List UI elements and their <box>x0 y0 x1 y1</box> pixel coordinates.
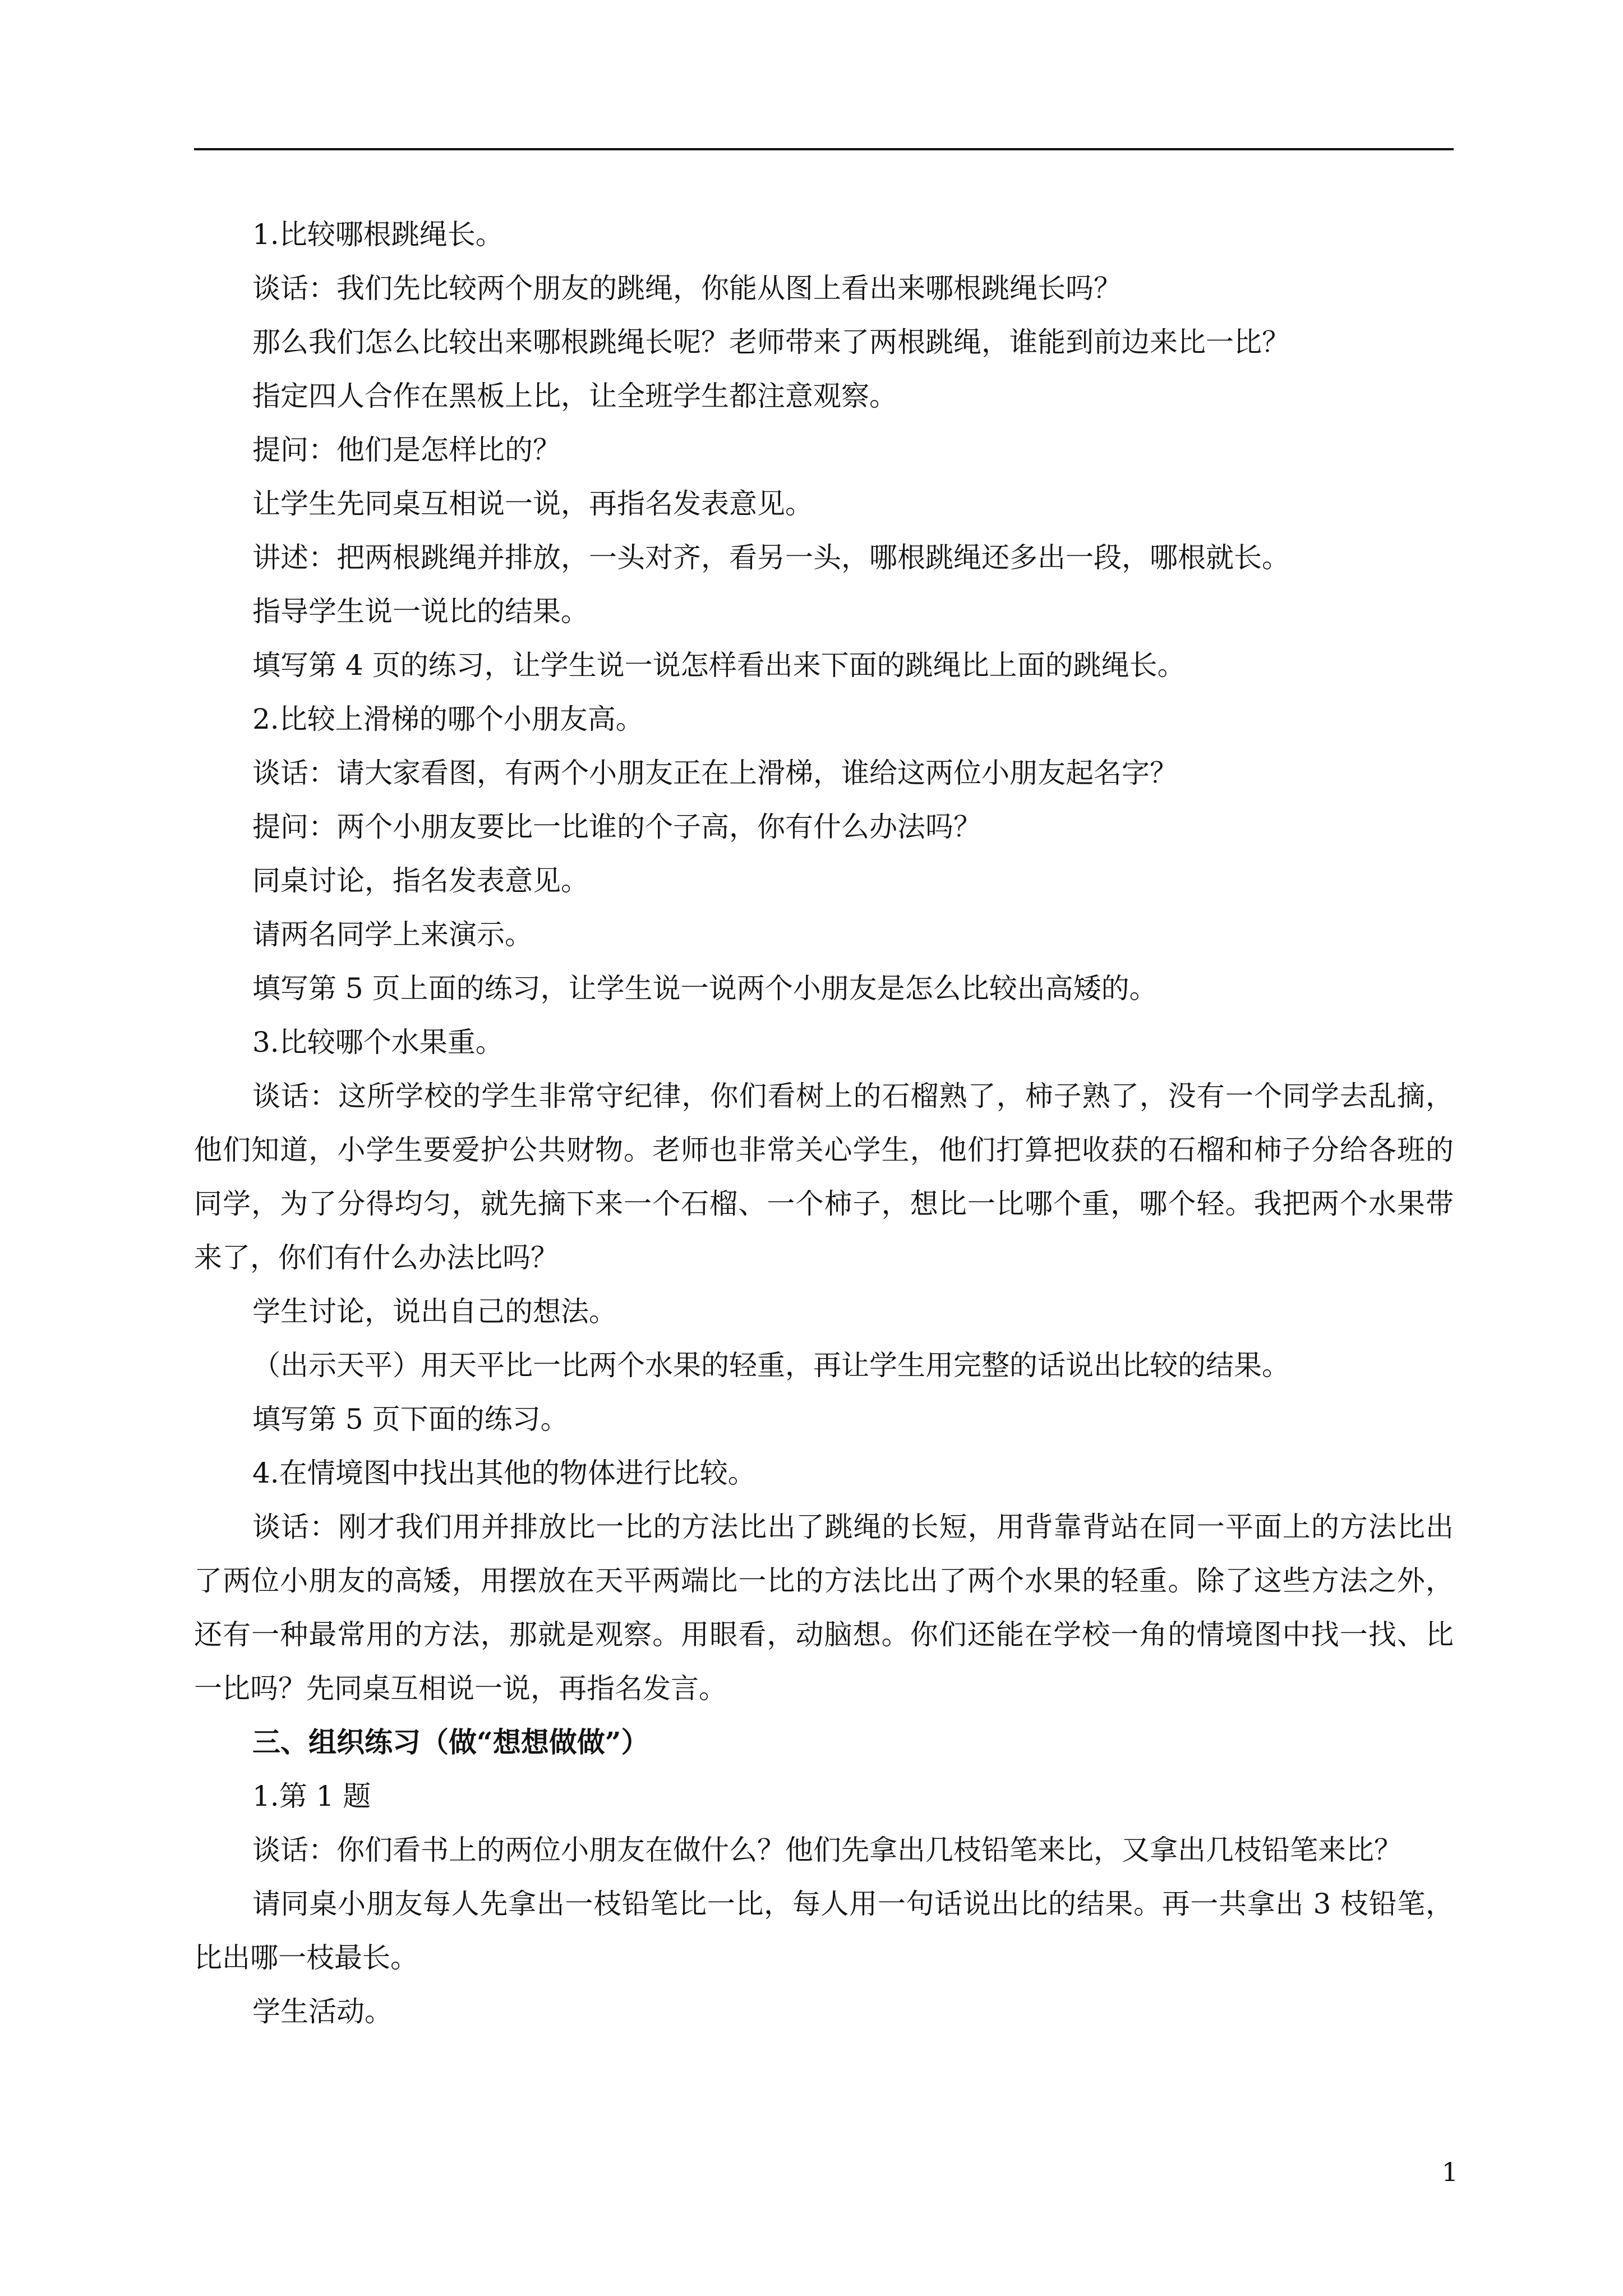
paragraph: 指定四人合作在黑板上比，让全班学生都注意观察。 <box>252 380 897 412</box>
paragraph: 指导学生说一说比的结果。 <box>252 595 589 628</box>
paragraph: 4.在情境图中找出其他的物体进行比较。 <box>252 1457 756 1489</box>
paragraph: 同桌讨论，指名发表意见。 <box>252 864 589 897</box>
paragraph: 2.比较上滑梯的哪个小朋友高。 <box>252 703 644 735</box>
paragraph: 1.比较哪根跳绳长。 <box>252 218 504 251</box>
paragraph: 填写第 4 页的练习，让学生说一说怎样看出来下面的跳绳比上面的跳绳长。 <box>252 649 1186 682</box>
paragraph: 讲述：把两根跳绳并排放，一头对齐，看另一头，哪根跳绳还多出一段，哪根就长。 <box>252 541 1290 574</box>
section-heading: 三、组织练习（做“想想做做”） <box>252 1726 649 1759</box>
paragraph: 提问：两个小朋友要比一比谁的个子高，你有什么办法吗？ <box>252 811 981 843</box>
paragraph: 请两名同学上来演示。 <box>252 918 533 951</box>
paragraph: 谈话：请大家看图，有两个小朋友正在上滑梯，谁给这两位小朋友起名字？ <box>252 757 1178 789</box>
paragraph: 让学生先同桌互相说一说，再指名发表意见。 <box>252 487 813 520</box>
paragraph: 学生活动。 <box>252 1995 393 2028</box>
paragraph: 请同桌小朋友每人先拿出一枝铅笔比一比，每人用一句话说出比的结果。再一共拿出 3 枝铅笔，比出哪一枝最长。 <box>194 1888 1454 1974</box>
paragraph: 1.第 1 题 <box>252 1780 371 1812</box>
paragraph: 填写第 5 页上面的练习，让学生说一说两个小朋友是怎么比较出高矮的。 <box>252 972 1158 1005</box>
paragraph: 谈话：我们先比较两个朋友的跳绳，你能从图上看出来哪根跳绳长吗？ <box>252 272 1122 305</box>
header-rule <box>194 148 1454 150</box>
paragraph: （出示天平）用天平比一比两个水果的轻重，再让学生用完整的话说出比较的结果。 <box>252 1349 1290 1382</box>
paragraph: 谈话：刚才我们用并排放比一比的方法比出了跳绳的长短，用背靠背站在同一平面上的方法比出了两位小朋友的高矮，用摆放在天平两端比一比的方法比出了两个水果的轻重。除了这些方法之外，还有一种最常用的方法，那就是观察。用眼看，动脑想。你们还能在学校一角的情境图中找一找、比一比吗？先同桌互相说一说，再指名发言。 <box>194 1511 1454 1705</box>
paragraph: 谈话：你们看书上的两位小朋友在做什么？他们先拿出几枝铅笔来比，又拿出几枝铅笔来比？ <box>252 1834 1402 1866</box>
paragraph: 学生讨论，说出自己的想法。 <box>252 1295 617 1328</box>
paragraph: 那么我们怎么比较出来哪根跳绳长呢？老师带来了两根跳绳，谁能到前边来比一比？ <box>252 326 1290 358</box>
page-number: 1 <box>1441 2157 1458 2187</box>
paragraph: 谈话：这所学校的学生非常守纪律，你们看树上的石榴熟了，柿子熟了，没有一个同学去乱摘，他们知道，小学生要爱护公共财物。老师也非常关心学生，他们打算把收获的石榴和柿子分给各班的同学，为了分得均匀，就先摘下来一个石榴、一个柿子，想比一比哪个重，哪个轻。我把两个水果带来了，你们有什么办法比吗？ <box>194 1080 1454 1274</box>
paragraph: 填写第 5 页下面的练习。 <box>252 1403 569 1435</box>
document-body <box>194 208 1454 2039</box>
paragraph: 提问：他们是怎样比的？ <box>252 434 561 466</box>
paragraph: 3.比较哪个水果重。 <box>252 1026 504 1059</box>
